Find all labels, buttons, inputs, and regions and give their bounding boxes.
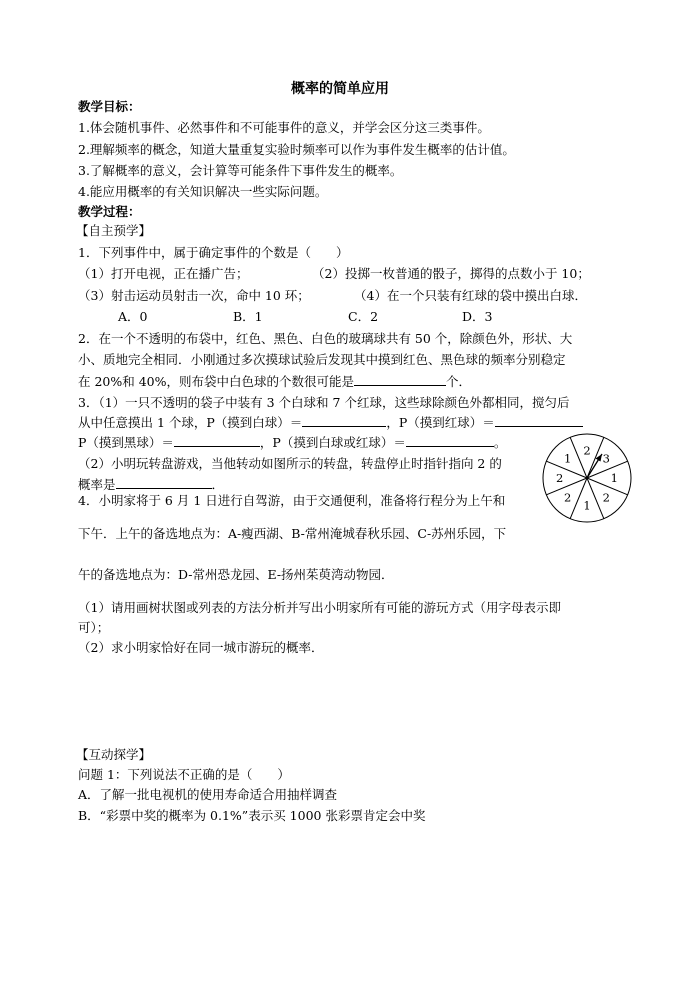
q3-line: 3．（1）一只不透明的袋子中装有 3 个白球和 7 个红球，这些球除颜色外都相同，搅匀后 xyxy=(78,395,570,410)
q3-line: （2）小明玩转盘游戏，当他转动如图所示的转盘，转盘停止时指针指向 2 的 xyxy=(78,456,502,471)
q1-item: （3）射击运动员射击一次，命中 10 环； xyxy=(78,288,310,303)
q1-stem: 1．下列事件中，属于确定事件的个数是（ ） xyxy=(78,245,349,260)
answer-blank[interactable] xyxy=(406,434,494,447)
q4-subquestion: 可）； xyxy=(78,620,110,635)
goal-item: 3.了解概率的意义，会计算等可能条件下事件发生的概率。 xyxy=(78,163,403,178)
sector-label: 2 xyxy=(556,471,564,485)
q2-line: 2．在一个不透明的布袋中，红色、黑色、白色的玻璃球共有 50 个，除颜色外，形状、大 xyxy=(78,331,573,346)
q4-line: 下午．上午的备选地点为：A-瘦西湖、B-常州淹城春秋乐园、C-苏州乐园，下 xyxy=(78,526,507,541)
problem1-option-b: B．“彩票中奖的概率为 0.1%”表示买 1000 张彩票肯定会中奖 xyxy=(78,808,426,823)
problem1-option-a: A．了解一批电视机的使用寿命适合用抽样调查 xyxy=(78,787,338,802)
sector-label: 2 xyxy=(564,490,572,505)
sector-label: 2 xyxy=(583,443,591,458)
q1-option: A．0 xyxy=(118,309,148,324)
sector-label: 1 xyxy=(610,471,618,485)
sector-label: 1 xyxy=(564,451,572,466)
spinner-diagram xyxy=(541,432,633,524)
q4-subquestion: （2）求小明家恰好在同一城市游玩的概率． xyxy=(78,640,324,655)
sector-label: 3 xyxy=(602,451,610,466)
answer-blank[interactable] xyxy=(302,414,386,427)
answer-blank[interactable] xyxy=(495,414,583,427)
q1-option: C．2 xyxy=(348,309,379,324)
sector-label: 2 xyxy=(602,490,610,505)
answer-blank[interactable] xyxy=(116,476,212,489)
q1-option: D．3 xyxy=(462,309,493,324)
q4-line: 午的备选地点为：D-常州恐龙园、E-扬州茱萸湾动物园． xyxy=(78,567,394,582)
answer-blank[interactable] xyxy=(174,434,260,447)
goal-item: 2.理解频率的概念，知道大量重复实验时频率可以作为事件发生概率的估计值。 xyxy=(78,142,515,157)
q2-line: 小、质地完全相同．小刚通过多次摸球试验后发现其中摸到红色、黑色球的频率分别稳定 xyxy=(78,352,566,367)
self-study-heading: 【自主预学】 xyxy=(76,223,152,238)
process-heading: 教学过程： xyxy=(78,204,141,219)
page-title: 概率的简单应用 xyxy=(291,81,389,97)
q4-subquestion: （1）请用画树状图或列表的方法分析并写出小明家所有可能的游玩方式（用字母表示即 xyxy=(78,600,561,615)
q1-item: （1）打开电视，正在播广告； xyxy=(78,266,249,281)
goal-item: 4.能应用概率的有关知识解决一些实际问题。 xyxy=(78,184,328,199)
q1-item: （2）投掷一枚普通的骰子，掷得的点数小于 10； xyxy=(312,266,590,281)
goals-heading: 教学目标： xyxy=(78,99,141,114)
q4-line: 4．小明家将于 6 月 1 日进行自驾游，由于交通便利，准备将行程分为上午和 xyxy=(78,493,506,508)
q1-item: （4）在一个只装有红球的袋中摸出白球． xyxy=(354,288,587,303)
interactive-heading: 【互动探学】 xyxy=(76,747,152,762)
answer-blank[interactable] xyxy=(354,373,446,386)
q2-line: 在 20%和 40%，则布袋中白色球的个数很可能是 个． xyxy=(78,374,472,389)
goal-item: 1.体会随机事件、必然事件和不可能事件的意义，并学会区分这三类事件。 xyxy=(78,120,490,135)
problem1-stem: 问题 1：下列说法不正确的是（ ） xyxy=(78,767,290,782)
q3-line: 从中任意摸出 1 个球，P（摸到白球）＝ ，P（摸到红球）＝ xyxy=(78,414,583,431)
q3-line: 概率是 ． xyxy=(78,477,225,492)
q1-option: B．1 xyxy=(233,309,263,324)
sector-label: 1 xyxy=(583,498,591,513)
q3-line: P（摸到黑球）＝ ，P（摸到白球或红球）＝ 。 xyxy=(78,435,507,450)
